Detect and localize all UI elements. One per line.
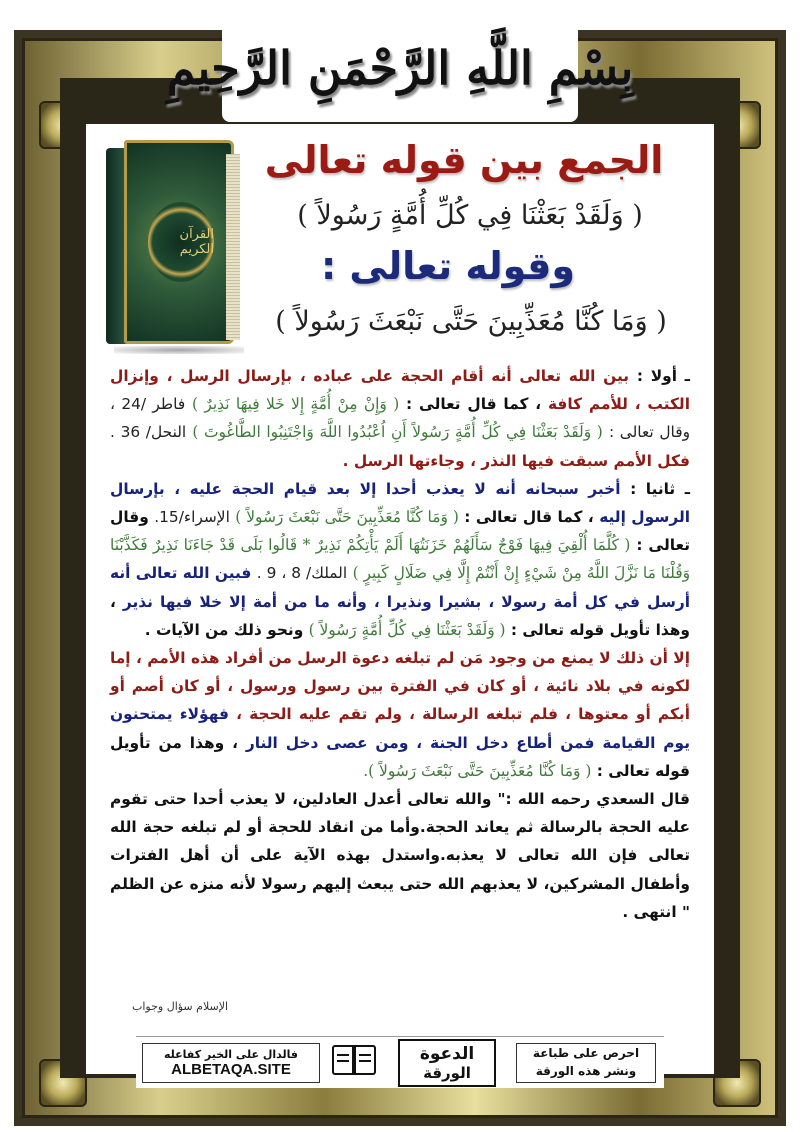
logo-line-1: الدعوة [419,1044,475,1064]
open-book-line [359,1054,371,1056]
basmala-cartouche [166,14,634,122]
third-tawil-intro: ، وهذا من تأويل قوله تعالى : [110,733,690,780]
first-intro: ، كما قال تعالى : [406,395,542,414]
second-tawil-intro: ، وهذا تأويل قوله تعالى : [110,592,690,639]
verse-isra: ( وَمَا كُنَّا مُعَذِّبِينَ حَتَّى نَبْعَثَ رَسُولاً ) [235,508,459,527]
verse-isra-short: ( وَمَا كُنَّا مُعَذِّبِينَ حَتَّى نَبْعَثَ رَسُولاً ). [363,761,592,780]
title-heading-1: الجمع بين قوله تعالى [264,138,664,182]
paragraph-fourth [110,785,690,926]
book-cover-text: القرآن الكريم [179,227,214,257]
title-verse-1: ( وَلَقَدْ بَعَثْنَا فِي كُلِّ أُمَّةٍ رَسُولاً ) [297,200,643,231]
paragraph-first [110,362,690,475]
footer-motto: فالدال على الخير كفاعله [163,1048,299,1061]
first-statement: بين الله تعالى أنه أقام الحجة على عباده ، بإرسال الرسل ، وإنزال الكتب ، للأمم كافة [110,367,690,414]
verse-nahl-short: ( وَلَقَدْ بَعَثْنَا فِي كُلِّ أُمَّةٍ رَسُولاً ) [308,620,506,639]
third-test: فهؤلاء يمتحنون يوم القيامة فمن أطاع دخل الجنة ، ومن عصى دخل النار [110,705,690,752]
albetaqa-logo [398,1039,496,1087]
open-book-line [337,1054,349,1056]
second-intro: ، كما قال تعالى : [464,508,594,527]
title-heading-2: وقوله تعالى : [321,244,575,288]
ref-isra: الإسراء/15. [154,508,230,527]
second-explanation: فبين الله تعالى أنه أرسل في كل أمة رسولا ، بشيرا ونذيرا ، وأنه ما من أمة إلا خلا فيها نذير [110,564,691,611]
title-verse-2: ( وَمَا كُنَّا مُعَذِّبِينَ حَتَّى نَبْعَثَ رَسُولاً ) [275,306,667,337]
second-intro-2: وقال تعالى : [110,508,691,555]
second-statement: أخبر سبحانه أنه لا يعذب أحدا إلا بعد قيام الحجة عليه ، بإرسال الرسول إليه [110,479,691,527]
first-label: ـ أولا : [636,367,691,385]
content-panel [86,124,714,1074]
logo-line-2: الورقة [423,1064,471,1082]
paragraph-second [110,475,690,644]
open-book-icon [332,1045,378,1081]
second-conclusion: ونحو ذلك من الآيات . [144,620,304,639]
footer-print-line-1: احرص على طباعة [532,1046,640,1060]
footer-site-link[interactable]: ALBETAQA.SITE [171,1061,291,1078]
verse-fatir: ( وَإِنْ مِنْ أُمَّةٍ إِلا خَلا فِيهَا نَذِيرٌ ) [192,395,400,414]
first-conclusion: فكل الأمم سبقت فيها النذر ، وجاءتها الرسل . [342,451,690,470]
open-book-line [359,1060,371,1062]
open-book-line [337,1060,349,1062]
book-medallion [148,202,214,282]
ref-nahl: النحل/ 36 . [110,423,187,442]
second-label: ـ ثانيا : [630,479,691,498]
quran-book-icon [106,140,256,350]
footer-print-line-2: ونشر هذه الورقة [535,1064,637,1078]
article-body [110,362,690,926]
book-shadow [114,346,244,354]
verse-mulk: ( كُلَّمَا أُلْقِيَ فِيهَا فَوْجٌ سَأَلَهُمْ خَزَنَتُهَا أَلَمْ يَأْتِكُمْ نَذِيرٌ * قَالُوا بَلَى قَدْ جَاءَنَا نَذِيرٌ فَكَذَّبْنَا وَقُلْنَا مَا نَزَّلَ اللَّهُ مِنْ شَيْءٍ إِنْ أَنْتُمْ إِلَّا فِي ضَلَالٍ كَبِيرٍ ) [110,536,691,583]
saadi-quote: قال السعدي رحمه الله :" والله تعالى أعدل العادلين، لا يعذب أحدا حتى تقوم عليه الحجة بالرسالة ثم يعاند الحجة.وأما من انقاد للحجة أو لم تبلغه حجة الله تعالى فإن الله تعالى لا يعذبه.واستدل بهذه الآية على أن أهل الفترات وأطفال المشركين، لا يعذبهم الله حتى يبعث إليهم رسولا لأنه منزه عن الظلم " انتهى . [110,790,690,921]
book-pages [226,154,240,340]
ref-fatir: فاطر /24 ، وقال تعالى : [110,395,691,442]
footer-bar [136,1036,664,1088]
footer-print-box [516,1043,656,1083]
verse-nahl: ( وَلَقَدْ بَعَثْنَا فِي كُلِّ أُمَّةٍ رَسُولاً أَنِ اُعْبُدُوا اللَّهَ وَاجْتَنِبُوا الطَّاغُوتَ ) [192,423,603,442]
paragraph-third [110,644,690,785]
footer-site-box [142,1043,320,1083]
third-statement: إلا أن ذلك لا يمنع من وجود مَن لم تبلغه دعوة الرسل من أفراد هذه الأمم ، إما لكونه في بلاد نائية ، أو كان في الفترة بين رسول ورسول ، أو كان أصم أو أبكم أو معتوها ، فلم تبلغه الرسالة ، ولم تقم عليه الحجة ، [110,649,690,724]
basmala: بِسْمِ اللَّهِ الرَّحْمَنِ الرَّحِيمِ [166,41,634,95]
source-credit: الإسلام سؤال وجواب [132,1000,229,1013]
ref-mulk: الملك/ 8 ، 9 . [256,564,348,583]
